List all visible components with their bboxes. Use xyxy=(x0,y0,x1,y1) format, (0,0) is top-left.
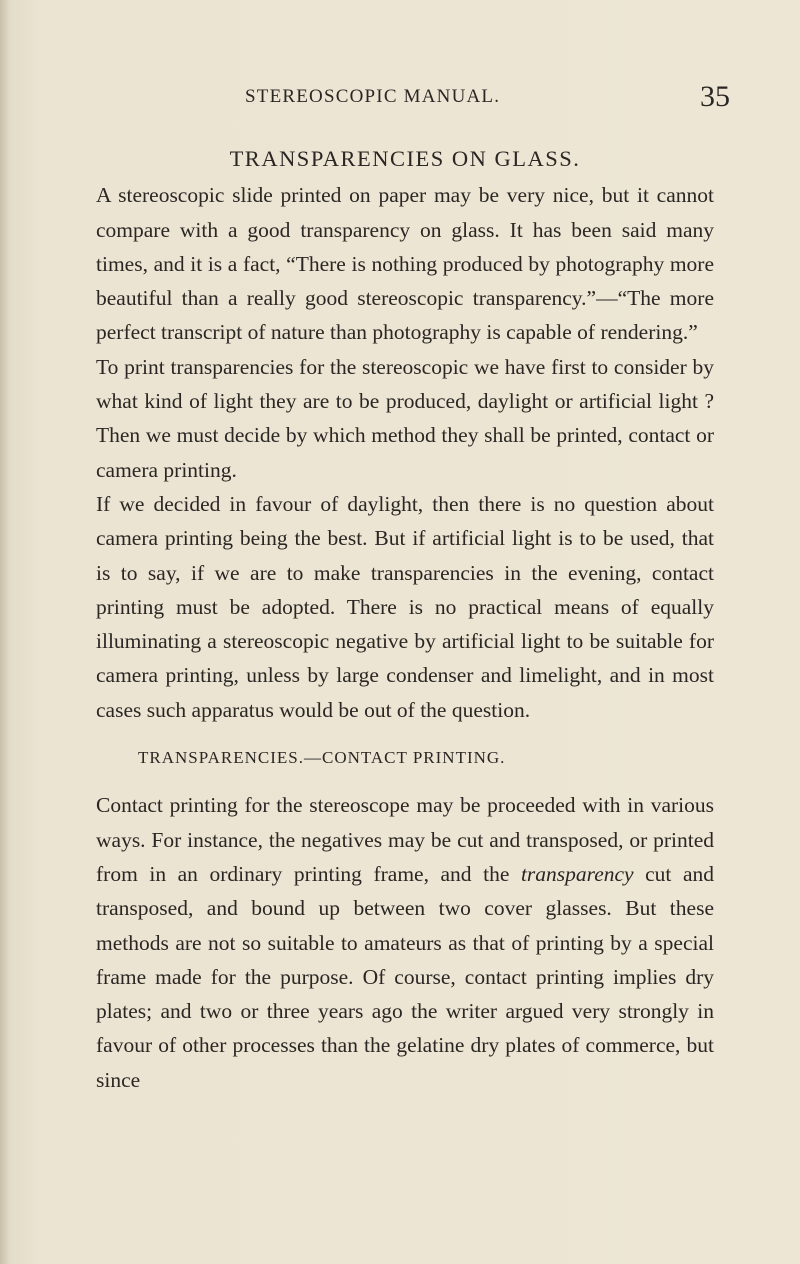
paragraph-text: cut and transposed, and bound up between two cover glasses. But these methods are not so suitable to amateurs as that of printing by a special frame made for the purpose. Of course, contact printing implies dry plates; and two or three years ago the writer argued very strongly in favour of other processes than the gelatine dry plates of commerce, but since xyxy=(96,861,714,1092)
body-text xyxy=(96,142,714,1097)
page-number: 35 xyxy=(700,80,730,113)
paragraph: If we decided in favour of daylight, then there is no question about camera printing being the best. But if artificial light is to be used, that is to say, if we are to make transparencies in the evening, contact printing must be adopted. There is no practical means of equally illuminating a stereoscopic negative by artificial light to be suitable for camera printing, unless by large condenser and limelight, and in most cases such apparatus would be out of the question. xyxy=(96,491,714,722)
italic-term: transparency xyxy=(520,861,634,886)
subsection-title: TRANSPARENCIES.—CONTACT PRINTING. xyxy=(138,748,506,768)
section-title: TRANSPARENCIES ON GLASS. xyxy=(229,146,581,171)
paragraph-text: Contact printing for the stereoscope may be proceeded with in various ways. For instance, the negatives may be cut and transposed, or printed from in an ordinary printing frame, and the xyxy=(96,793,714,886)
paragraph: A stereoscopic slide printed on paper may be very nice, but it cannot compare with a good transparency on glass. It has been said many times, and it is a fact, “There is nothing produced by photography more beautiful than a really good stereoscopic transparency.”—“The more perfect transcript of nature than photography is capable of rendering.” xyxy=(96,183,714,345)
paragraph xyxy=(96,788,714,1097)
paragraph: To print transparencies for the stereoscopic we have first to consider by what kind of light they are to be produced, daylight or artificial light ? Then we must decide by which method they shall be printed, contact or camera printing. xyxy=(96,354,714,482)
running-head: STEREOSCOPIC MANUAL. xyxy=(245,86,501,107)
page-header xyxy=(245,80,730,113)
